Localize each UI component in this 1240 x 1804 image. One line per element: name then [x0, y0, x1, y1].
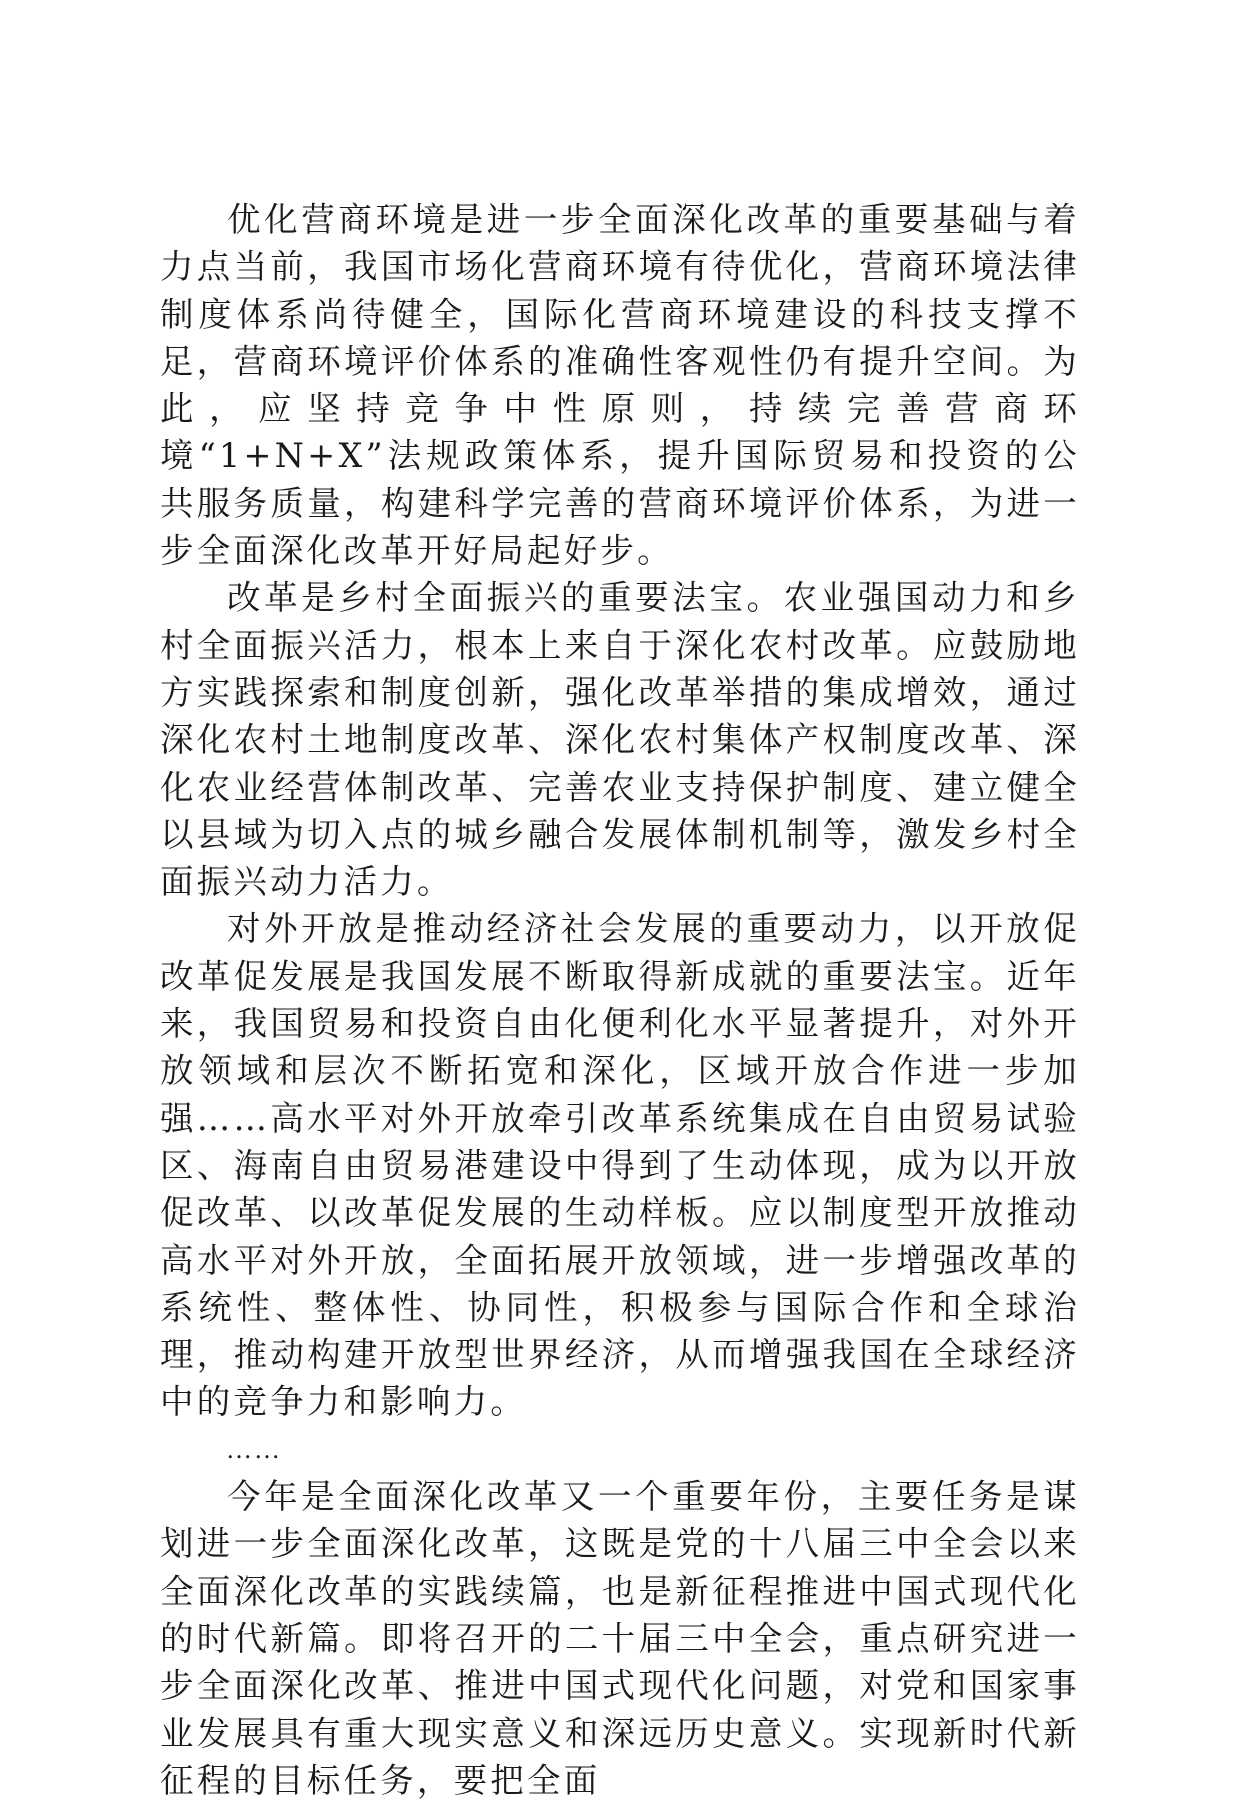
paragraph-opening-up: 对外开放是推动经济社会发展的重要动力，以开放促改革促发展是我国发展不断取得新成就的重要法宝。近年来，我国贸易和投资自由化便利化水平显著提升，对外开放领域和层次不断拓宽和深化，区域开放合作进一步加强……高水平对外开放牵引改革系统集成在自由贸易试验区、海南自由贸易港建设中得到了生动体现，成为以开放促改革、以改革促发展的生动样板。应以制度型开放推动高水平对外开放，全面拓展开放领域，进一步增强改革的系统性、整体性、协同性，积极参与国际合作和全球治理，推动构建开放型世界经济，从而增强我国在全球经济中的竞争力和影响力。	[160, 909, 1080, 1422]
paragraph-comprehensive-reform: 今年是全面深化改革又一个重要年份，主要任务是谋划进一步全面深化改革，这既是党的十八届三中全会以来全面深化改革的实践续篇，也是新征程推进中国式现代化的时代新篇。即将召开的二十届三中全会，重点研究进一步全面深化改革、推进中国式现代化问题，对党和国家事业发展具有重大现实意义和深远历史意义。实现新时代新征程的目标任务，要把全面	[160, 1477, 1080, 1800]
paragraph-business-environment: 优化营商环境是进一步全面深化改革的重要基础与着力点当前，我国市场化营商环境有待优化，营商环境法律制度体系尚待健全，国际化营商环境建设的科技支撑不足，营商环境评价体系的准确性客观性仍有提升空间。为此，应坚持竞争中性原则，持续完善营商环境“1+N+X”法规政策体系，提升国际贸易和投资的公共服务质量，构建科学完善的营商环境评价体系，为进一步全面深化改革开好局起好步。	[160, 200, 1080, 571]
paragraph-rural-revitalization: 改革是乡村全面振兴的重要法宝。农业强国动力和乡村全面振兴活力，根本上来自于深化农村改革。应鼓励地方实践探索和制度创新，强化改革举措的集成增效，通过深化农村土地制度改革、深化农村集体产权制度改革、深化农业经营体制改革、完善农业支持保护制度、建立健全以县域为切入点的城乡融合发展体制机制等，激发乡村全面振兴动力活力。	[160, 578, 1080, 902]
document-body	[160, 196, 1080, 1804]
ellipsis-separator: ……	[226, 1434, 282, 1464]
